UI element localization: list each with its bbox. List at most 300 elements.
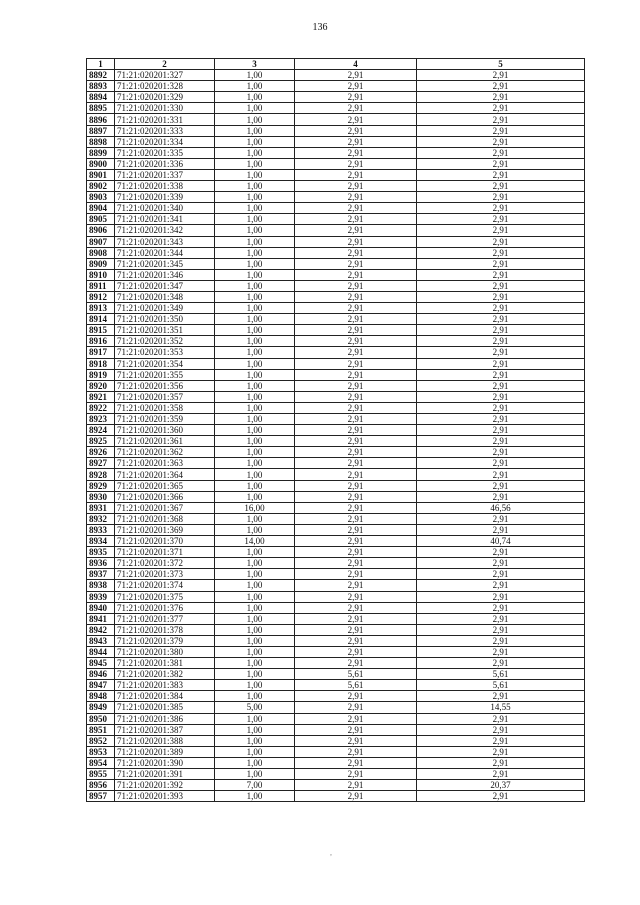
amount-cell: 2,91 bbox=[417, 480, 585, 491]
quantity-cell: 1,00 bbox=[215, 791, 295, 802]
quantity-cell: 1,00 bbox=[215, 369, 295, 380]
rate-cell: 2,91 bbox=[295, 236, 417, 247]
amount-cell: 2,91 bbox=[417, 125, 585, 136]
row-number-cell: 8945 bbox=[87, 658, 115, 669]
cadastral-number-cell: 71:21:020201:369 bbox=[115, 524, 215, 535]
quantity-cell: 1,00 bbox=[215, 347, 295, 358]
amount-cell: 2,91 bbox=[417, 70, 585, 81]
amount-cell: 2,91 bbox=[417, 358, 585, 369]
amount-cell: 2,91 bbox=[417, 613, 585, 624]
amount-cell: 2,91 bbox=[417, 447, 585, 458]
quantity-cell: 1,00 bbox=[215, 658, 295, 669]
amount-cell: 2,91 bbox=[417, 635, 585, 646]
amount-cell: 2,91 bbox=[417, 181, 585, 192]
row-number-cell: 8937 bbox=[87, 569, 115, 580]
rate-cell: 2,91 bbox=[295, 169, 417, 180]
data-table bbox=[86, 58, 585, 802]
amount-cell: 2,91 bbox=[417, 591, 585, 602]
quantity-cell: 1,00 bbox=[215, 680, 295, 691]
quantity-cell: 1,00 bbox=[215, 613, 295, 624]
rate-cell: 2,91 bbox=[295, 580, 417, 591]
rate-cell: 2,91 bbox=[295, 780, 417, 791]
amount-cell: 46,56 bbox=[417, 502, 585, 513]
amount-cell: 2,91 bbox=[417, 757, 585, 768]
table-row bbox=[87, 402, 585, 413]
row-number-cell: 8902 bbox=[87, 181, 115, 192]
rate-cell: 2,91 bbox=[295, 114, 417, 125]
rate-cell: 2,91 bbox=[295, 314, 417, 325]
row-number-cell: 8908 bbox=[87, 247, 115, 258]
amount-cell: 2,91 bbox=[417, 580, 585, 591]
amount-cell: 2,91 bbox=[417, 469, 585, 480]
row-number-cell: 8897 bbox=[87, 125, 115, 136]
table-row bbox=[87, 258, 585, 269]
rate-cell: 2,91 bbox=[295, 491, 417, 502]
row-number-cell: 8925 bbox=[87, 436, 115, 447]
cadastral-number-cell: 71:21:020201:384 bbox=[115, 691, 215, 702]
cadastral-number-cell: 71:21:020201:330 bbox=[115, 103, 215, 114]
row-number-cell: 8946 bbox=[87, 669, 115, 680]
rate-cell: 2,91 bbox=[295, 214, 417, 225]
table-row bbox=[87, 214, 585, 225]
rate-cell: 2,91 bbox=[295, 258, 417, 269]
quantity-cell: 1,00 bbox=[215, 569, 295, 580]
rate-cell: 2,91 bbox=[295, 369, 417, 380]
rate-cell: 2,91 bbox=[295, 757, 417, 768]
amount-cell: 2,91 bbox=[417, 769, 585, 780]
table-row bbox=[87, 81, 585, 92]
row-number-cell: 8911 bbox=[87, 280, 115, 291]
cadastral-number-cell: 71:21:020201:344 bbox=[115, 247, 215, 258]
quantity-cell: 1,00 bbox=[215, 325, 295, 336]
row-number-cell: 8939 bbox=[87, 591, 115, 602]
row-number-cell: 8896 bbox=[87, 114, 115, 125]
cadastral-number-cell: 71:21:020201:387 bbox=[115, 724, 215, 735]
quantity-cell: 5,00 bbox=[215, 702, 295, 713]
cadastral-number-cell: 71:21:020201:353 bbox=[115, 347, 215, 358]
table-row bbox=[87, 635, 585, 646]
cadastral-number-cell: 71:21:020201:349 bbox=[115, 303, 215, 314]
rate-cell: 2,91 bbox=[295, 414, 417, 425]
cadastral-number-cell: 71:21:020201:374 bbox=[115, 580, 215, 591]
table-row bbox=[87, 136, 585, 147]
row-number-cell: 8947 bbox=[87, 680, 115, 691]
amount-cell: 2,91 bbox=[417, 713, 585, 724]
quantity-cell: 1,00 bbox=[215, 192, 295, 203]
quantity-cell: 1,00 bbox=[215, 391, 295, 402]
rate-cell: 2,91 bbox=[295, 558, 417, 569]
row-number-cell: 8942 bbox=[87, 624, 115, 635]
cadastral-number-cell: 71:21:020201:361 bbox=[115, 436, 215, 447]
cadastral-number-cell: 71:21:020201:365 bbox=[115, 480, 215, 491]
table-row bbox=[87, 746, 585, 757]
row-number-cell: 8943 bbox=[87, 635, 115, 646]
quantity-cell: 1,00 bbox=[215, 81, 295, 92]
cadastral-number-cell: 71:21:020201:350 bbox=[115, 314, 215, 325]
quantity-cell: 1,00 bbox=[215, 436, 295, 447]
quantity-cell: 14,00 bbox=[215, 536, 295, 547]
quantity-cell: 1,00 bbox=[215, 646, 295, 657]
quantity-cell: 1,00 bbox=[215, 103, 295, 114]
rate-cell: 2,91 bbox=[295, 502, 417, 513]
row-number-cell: 8941 bbox=[87, 613, 115, 624]
amount-cell: 2,91 bbox=[417, 602, 585, 613]
quantity-cell: 1,00 bbox=[215, 247, 295, 258]
table-row bbox=[87, 147, 585, 158]
amount-cell: 2,91 bbox=[417, 791, 585, 802]
quantity-cell: 1,00 bbox=[215, 236, 295, 247]
row-number-cell: 8927 bbox=[87, 458, 115, 469]
table-row bbox=[87, 735, 585, 746]
amount-cell: 2,91 bbox=[417, 524, 585, 535]
rate-cell: 2,91 bbox=[295, 513, 417, 524]
cadastral-number-cell: 71:21:020201:334 bbox=[115, 136, 215, 147]
table-row bbox=[87, 380, 585, 391]
row-number-cell: 8904 bbox=[87, 203, 115, 214]
cadastral-number-cell: 71:21:020201:329 bbox=[115, 92, 215, 103]
amount-cell: 2,91 bbox=[417, 735, 585, 746]
rate-cell: 2,91 bbox=[295, 591, 417, 602]
rate-cell: 2,91 bbox=[295, 691, 417, 702]
amount-cell: 5,61 bbox=[417, 680, 585, 691]
quantity-cell: 1,00 bbox=[215, 158, 295, 169]
quantity-cell: 1,00 bbox=[215, 303, 295, 314]
rate-cell: 2,91 bbox=[295, 291, 417, 302]
quantity-cell: 16,00 bbox=[215, 502, 295, 513]
cadastral-number-cell: 71:21:020201:343 bbox=[115, 236, 215, 247]
rate-cell: 2,91 bbox=[295, 336, 417, 347]
table-row bbox=[87, 414, 585, 425]
quantity-cell: 1,00 bbox=[215, 591, 295, 602]
row-number-cell: 8932 bbox=[87, 513, 115, 524]
table-row bbox=[87, 192, 585, 203]
amount-cell: 2,91 bbox=[417, 491, 585, 502]
amount-cell: 2,91 bbox=[417, 724, 585, 735]
amount-cell: 2,91 bbox=[417, 81, 585, 92]
table-row bbox=[87, 713, 585, 724]
cadastral-number-cell: 71:21:020201:389 bbox=[115, 746, 215, 757]
cadastral-number-cell: 71:21:020201:367 bbox=[115, 502, 215, 513]
quantity-cell: 1,00 bbox=[215, 225, 295, 236]
rate-cell: 2,91 bbox=[295, 458, 417, 469]
cadastral-number-cell: 71:21:020201:382 bbox=[115, 669, 215, 680]
row-number-cell: 8920 bbox=[87, 380, 115, 391]
row-number-cell: 8928 bbox=[87, 469, 115, 480]
amount-cell: 2,91 bbox=[417, 280, 585, 291]
amount-cell: 2,91 bbox=[417, 558, 585, 569]
quantity-cell: 1,00 bbox=[215, 447, 295, 458]
rate-cell: 2,91 bbox=[295, 425, 417, 436]
row-number-cell: 8922 bbox=[87, 402, 115, 413]
row-number-cell: 8900 bbox=[87, 158, 115, 169]
amount-cell: 2,91 bbox=[417, 136, 585, 147]
table-row bbox=[87, 491, 585, 502]
cadastral-number-cell: 71:21:020201:380 bbox=[115, 646, 215, 657]
table-row bbox=[87, 791, 585, 802]
quantity-cell: 1,00 bbox=[215, 147, 295, 158]
amount-cell: 2,91 bbox=[417, 169, 585, 180]
cadastral-number-cell: 71:21:020201:377 bbox=[115, 613, 215, 624]
quantity-cell: 1,00 bbox=[215, 70, 295, 81]
rate-cell: 2,91 bbox=[295, 402, 417, 413]
table-row bbox=[87, 691, 585, 702]
row-number-cell: 8915 bbox=[87, 325, 115, 336]
row-number-cell: 8951 bbox=[87, 724, 115, 735]
amount-cell: 2,91 bbox=[417, 658, 585, 669]
cadastral-number-cell: 71:21:020201:383 bbox=[115, 680, 215, 691]
amount-cell: 2,91 bbox=[417, 569, 585, 580]
cadastral-number-cell: 71:21:020201:370 bbox=[115, 536, 215, 547]
quantity-cell: 7,00 bbox=[215, 780, 295, 791]
row-number-cell: 8952 bbox=[87, 735, 115, 746]
row-number-cell: 8914 bbox=[87, 314, 115, 325]
quantity-cell: 1,00 bbox=[215, 380, 295, 391]
quantity-cell: 1,00 bbox=[215, 757, 295, 768]
row-number-cell: 8917 bbox=[87, 347, 115, 358]
cadastral-number-cell: 71:21:020201:368 bbox=[115, 513, 215, 524]
row-number-cell: 8957 bbox=[87, 791, 115, 802]
amount-cell: 2,91 bbox=[417, 402, 585, 413]
rate-cell: 2,91 bbox=[295, 646, 417, 657]
quantity-cell: 1,00 bbox=[215, 314, 295, 325]
amount-cell: 2,91 bbox=[417, 214, 585, 225]
table-row bbox=[87, 169, 585, 180]
row-number-cell: 8907 bbox=[87, 236, 115, 247]
cadastral-number-cell: 71:21:020201:392 bbox=[115, 780, 215, 791]
rate-cell: 2,91 bbox=[295, 303, 417, 314]
quantity-cell: 1,00 bbox=[215, 269, 295, 280]
table-row bbox=[87, 425, 585, 436]
row-number-cell: 8930 bbox=[87, 491, 115, 502]
row-number-cell: 8953 bbox=[87, 746, 115, 757]
rate-cell: 2,91 bbox=[295, 724, 417, 735]
row-number-cell: 8944 bbox=[87, 646, 115, 657]
row-number-cell: 8913 bbox=[87, 303, 115, 314]
cadastral-number-cell: 71:21:020201:358 bbox=[115, 402, 215, 413]
cadastral-number-cell: 71:21:020201:378 bbox=[115, 624, 215, 635]
amount-cell: 2,91 bbox=[417, 269, 585, 280]
quantity-cell: 1,00 bbox=[215, 491, 295, 502]
cadastral-number-cell: 71:21:020201:331 bbox=[115, 114, 215, 125]
rate-cell: 2,91 bbox=[295, 247, 417, 258]
amount-cell: 2,91 bbox=[417, 314, 585, 325]
amount-cell: 2,91 bbox=[417, 336, 585, 347]
table-row bbox=[87, 569, 585, 580]
row-number-cell: 8950 bbox=[87, 713, 115, 724]
table-row bbox=[87, 780, 585, 791]
cadastral-number-cell: 71:21:020201:340 bbox=[115, 203, 215, 214]
cadastral-number-cell: 71:21:020201:379 bbox=[115, 635, 215, 646]
table-row bbox=[87, 602, 585, 613]
rate-cell: 2,91 bbox=[295, 147, 417, 158]
cadastral-number-cell: 71:21:020201:356 bbox=[115, 380, 215, 391]
cadastral-number-cell: 71:21:020201:360 bbox=[115, 425, 215, 436]
table-row bbox=[87, 558, 585, 569]
table-row bbox=[87, 458, 585, 469]
quantity-cell: 1,00 bbox=[215, 358, 295, 369]
cadastral-number-cell: 71:21:020201:393 bbox=[115, 791, 215, 802]
amount-cell: 2,91 bbox=[417, 192, 585, 203]
table-row bbox=[87, 70, 585, 81]
rate-cell: 2,91 bbox=[295, 769, 417, 780]
table-row bbox=[87, 247, 585, 258]
table-row bbox=[87, 280, 585, 291]
cadastral-number-cell: 71:21:020201:347 bbox=[115, 280, 215, 291]
cadastral-number-cell: 71:21:020201:354 bbox=[115, 358, 215, 369]
quantity-cell: 1,00 bbox=[215, 258, 295, 269]
rate-cell: 2,91 bbox=[295, 702, 417, 713]
amount-cell: 2,91 bbox=[417, 291, 585, 302]
quantity-cell: 1,00 bbox=[215, 136, 295, 147]
quantity-cell: 1,00 bbox=[215, 558, 295, 569]
table-row bbox=[87, 613, 585, 624]
page-number: 136 bbox=[312, 22, 328, 33]
table-row bbox=[87, 92, 585, 103]
cadastral-number-cell: 71:21:020201:376 bbox=[115, 602, 215, 613]
rate-cell: 5,61 bbox=[295, 680, 417, 691]
rate-cell: 2,91 bbox=[295, 70, 417, 81]
table-row bbox=[87, 347, 585, 358]
cadastral-number-cell: 71:21:020201:328 bbox=[115, 81, 215, 92]
quantity-cell: 1,00 bbox=[215, 624, 295, 635]
rate-cell: 5,61 bbox=[295, 669, 417, 680]
rate-cell: 2,91 bbox=[295, 81, 417, 92]
amount-cell: 2,91 bbox=[417, 513, 585, 524]
row-number-cell: 8929 bbox=[87, 480, 115, 491]
table-row bbox=[87, 524, 585, 535]
table-row bbox=[87, 447, 585, 458]
row-number-cell: 8955 bbox=[87, 769, 115, 780]
column-header-3: 3 bbox=[215, 59, 295, 70]
rate-cell: 2,91 bbox=[295, 624, 417, 635]
table-row bbox=[87, 203, 585, 214]
rate-cell: 2,91 bbox=[295, 613, 417, 624]
rate-cell: 2,91 bbox=[295, 225, 417, 236]
cadastral-number-cell: 71:21:020201:366 bbox=[115, 491, 215, 502]
cadastral-number-cell: 71:21:020201:348 bbox=[115, 291, 215, 302]
amount-cell: 2,91 bbox=[417, 436, 585, 447]
table-row bbox=[87, 502, 585, 513]
quantity-cell: 1,00 bbox=[215, 181, 295, 192]
cadastral-number-cell: 71:21:020201:345 bbox=[115, 258, 215, 269]
amount-cell: 2,91 bbox=[417, 225, 585, 236]
quantity-cell: 1,00 bbox=[215, 92, 295, 103]
table-row bbox=[87, 702, 585, 713]
amount-cell: 2,91 bbox=[417, 746, 585, 757]
rate-cell: 2,91 bbox=[295, 735, 417, 746]
quantity-cell: 1,00 bbox=[215, 602, 295, 613]
row-number-cell: 8940 bbox=[87, 602, 115, 613]
row-number-cell: 8933 bbox=[87, 524, 115, 535]
rate-cell: 2,91 bbox=[295, 469, 417, 480]
cadastral-number-cell: 71:21:020201:355 bbox=[115, 369, 215, 380]
cadastral-number-cell: 71:21:020201:388 bbox=[115, 735, 215, 746]
row-number-cell: 8924 bbox=[87, 425, 115, 436]
column-header-1: 1 bbox=[87, 59, 115, 70]
row-number-cell: 8894 bbox=[87, 92, 115, 103]
quantity-cell: 1,00 bbox=[215, 214, 295, 225]
amount-cell: 2,91 bbox=[417, 114, 585, 125]
amount-cell: 2,91 bbox=[417, 147, 585, 158]
table-row bbox=[87, 336, 585, 347]
rate-cell: 2,91 bbox=[295, 158, 417, 169]
cadastral-number-cell: 71:21:020201:335 bbox=[115, 147, 215, 158]
rate-cell: 2,91 bbox=[295, 536, 417, 547]
rate-cell: 2,91 bbox=[295, 347, 417, 358]
quantity-cell: 1,00 bbox=[215, 125, 295, 136]
quantity-cell: 1,00 bbox=[215, 336, 295, 347]
quantity-cell: 1,00 bbox=[215, 480, 295, 491]
amount-cell: 2,91 bbox=[417, 624, 585, 635]
column-header-2: 2 bbox=[115, 59, 215, 70]
row-number-cell: 8936 bbox=[87, 558, 115, 569]
amount-cell: 5,61 bbox=[417, 669, 585, 680]
row-number-cell: 8931 bbox=[87, 502, 115, 513]
amount-cell: 2,91 bbox=[417, 414, 585, 425]
table-row bbox=[87, 269, 585, 280]
cadastral-number-cell: 71:21:020201:342 bbox=[115, 225, 215, 236]
cadastral-number-cell: 71:21:020201:357 bbox=[115, 391, 215, 402]
rate-cell: 2,91 bbox=[295, 136, 417, 147]
cadastral-number-cell: 71:21:020201:390 bbox=[115, 757, 215, 768]
rate-cell: 2,91 bbox=[295, 602, 417, 613]
quantity-cell: 1,00 bbox=[215, 635, 295, 646]
rate-cell: 2,91 bbox=[295, 325, 417, 336]
quantity-cell: 1,00 bbox=[215, 280, 295, 291]
row-number-cell: 8893 bbox=[87, 81, 115, 92]
cadastral-number-cell: 71:21:020201:364 bbox=[115, 469, 215, 480]
row-number-cell: 8910 bbox=[87, 269, 115, 280]
table-row bbox=[87, 646, 585, 657]
quantity-cell: 1,00 bbox=[215, 746, 295, 757]
rate-cell: 2,91 bbox=[295, 713, 417, 724]
rate-cell: 2,91 bbox=[295, 746, 417, 757]
cadastral-number-cell: 71:21:020201:385 bbox=[115, 702, 215, 713]
quantity-cell: 1,00 bbox=[215, 169, 295, 180]
cadastral-number-cell: 71:21:020201:352 bbox=[115, 336, 215, 347]
row-number-cell: 8903 bbox=[87, 192, 115, 203]
table-row bbox=[87, 103, 585, 114]
header-row bbox=[87, 59, 585, 70]
row-number-cell: 8948 bbox=[87, 691, 115, 702]
amount-cell: 14,55 bbox=[417, 702, 585, 713]
column-header-5: 5 bbox=[417, 59, 585, 70]
table-row bbox=[87, 680, 585, 691]
rate-cell: 2,91 bbox=[295, 569, 417, 580]
table-row bbox=[87, 724, 585, 735]
rate-cell: 2,91 bbox=[295, 203, 417, 214]
amount-cell: 2,91 bbox=[417, 458, 585, 469]
scan-speck-mark: , bbox=[330, 848, 332, 857]
row-number-cell: 8919 bbox=[87, 369, 115, 380]
quantity-cell: 1,00 bbox=[215, 114, 295, 125]
table-row bbox=[87, 436, 585, 447]
table-row bbox=[87, 314, 585, 325]
rate-cell: 2,91 bbox=[295, 269, 417, 280]
row-number-cell: 8909 bbox=[87, 258, 115, 269]
rate-cell: 2,91 bbox=[295, 447, 417, 458]
row-number-cell: 8926 bbox=[87, 447, 115, 458]
rate-cell: 2,91 bbox=[295, 658, 417, 669]
cadastral-number-cell: 71:21:020201:351 bbox=[115, 325, 215, 336]
quantity-cell: 1,00 bbox=[215, 769, 295, 780]
cadastral-number-cell: 71:21:020201:359 bbox=[115, 414, 215, 425]
row-number-cell: 8938 bbox=[87, 580, 115, 591]
amount-cell: 20,37 bbox=[417, 780, 585, 791]
cadastral-number-cell: 71:21:020201:338 bbox=[115, 181, 215, 192]
cadastral-number-cell: 71:21:020201:362 bbox=[115, 447, 215, 458]
cadastral-number-cell: 71:21:020201:363 bbox=[115, 458, 215, 469]
